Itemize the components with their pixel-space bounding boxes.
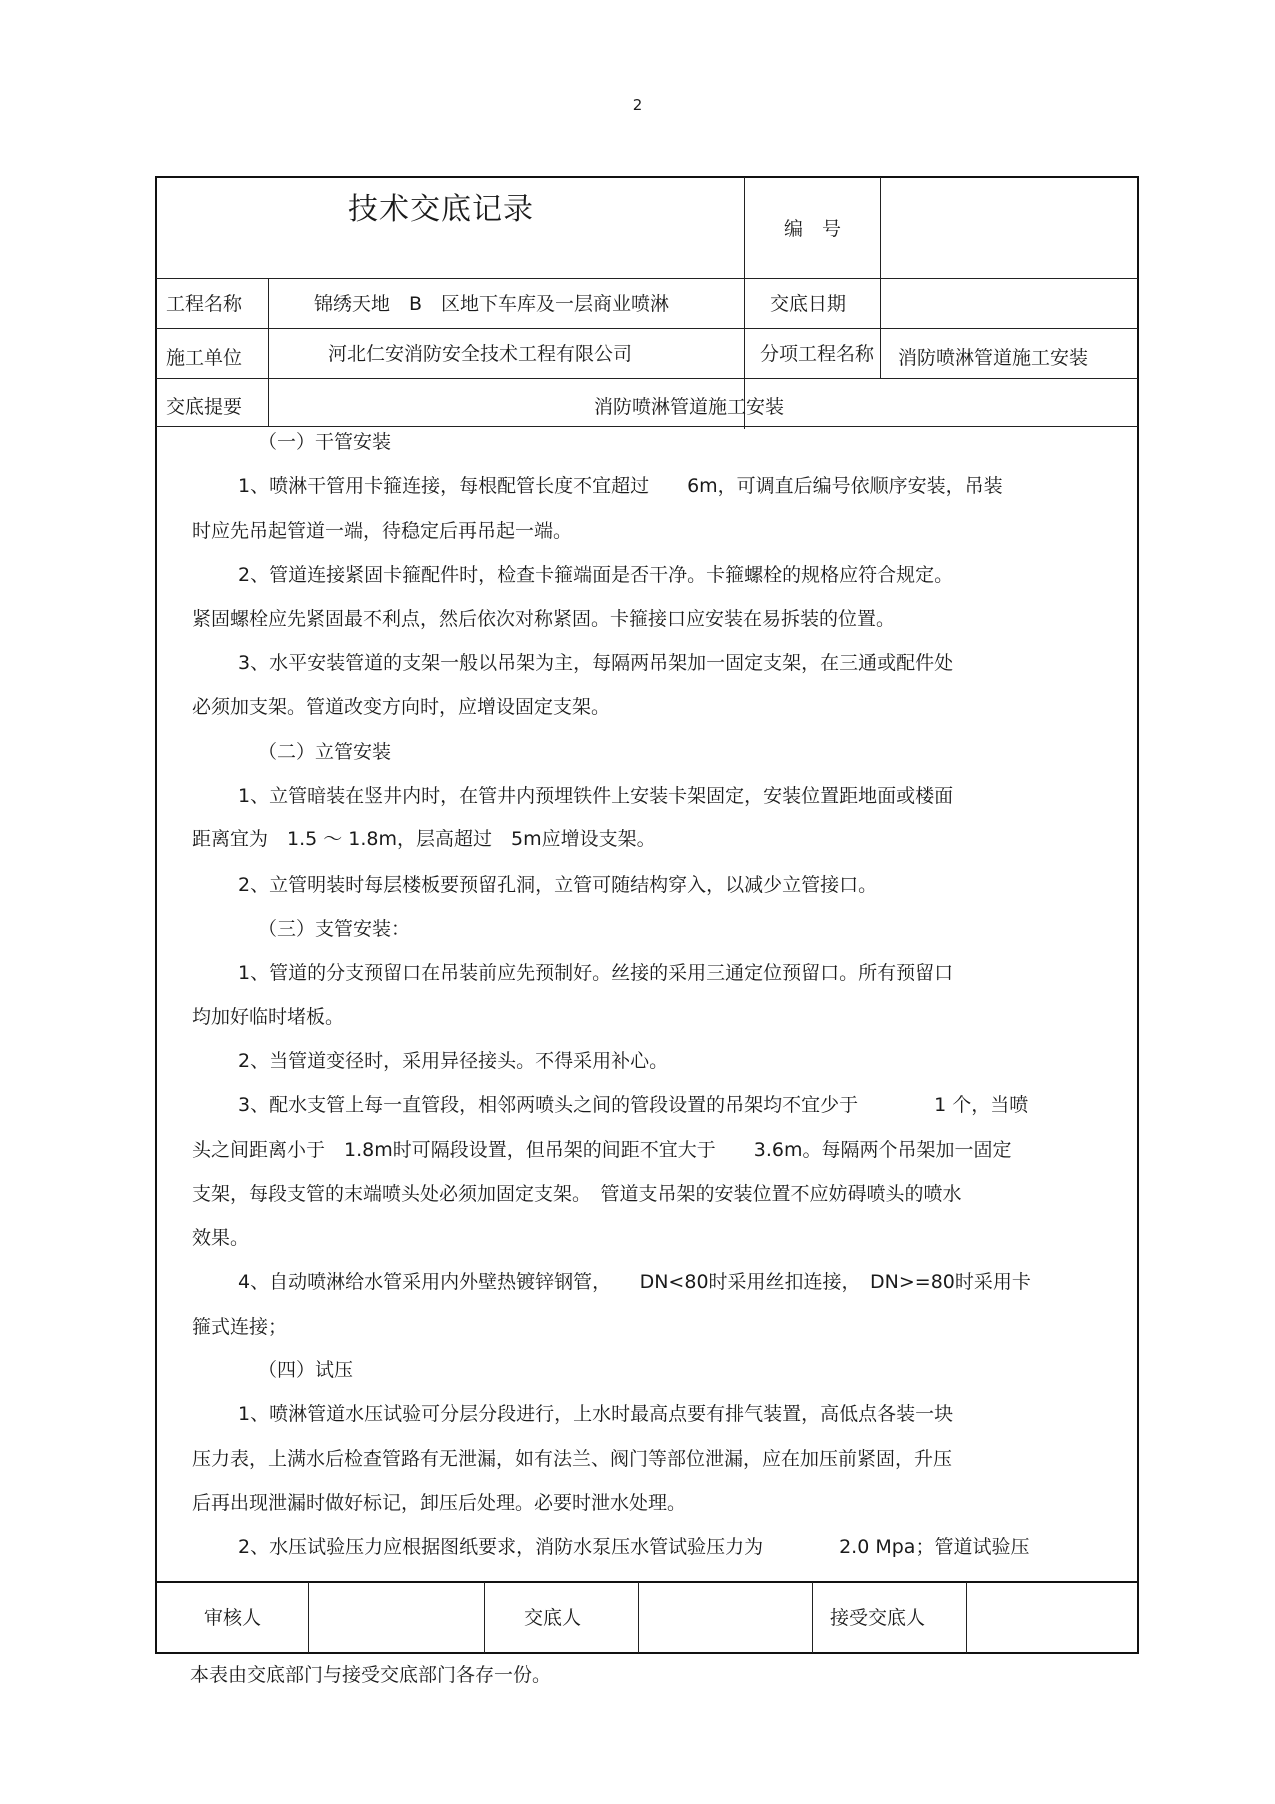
body-line: 时应先吊起管道一端，待稳定后再吊起一端。 (192, 520, 573, 542)
body-line: 3、水平安装管道的支架一般以吊架为主，每隔两吊架加一固定支架，在三通或配件处 (238, 652, 954, 674)
body-line: 2、立管明装时每层楼板要预留孔洞，立管可随结构穿入，以减少立管接口。 (238, 874, 878, 896)
project-name-value: 锦绣天地 B 区地下车库及一层商业喷淋 (314, 293, 670, 315)
col-divider (744, 177, 745, 429)
row-divider (156, 378, 1138, 379)
col-divider (966, 1582, 967, 1653)
body-line: 2、水压试验压力应根据图纸要求，消防水泵压水管试验压力为 2.0 Mpa；管道试验压 (238, 1536, 1030, 1558)
section-heading: （三）支管安装： (258, 918, 411, 940)
disclosure-date-label: 交底日期 (770, 293, 847, 315)
body-line: 1、喷淋管道水压试验可分层分段进行，上水时最高点要有排气装置，高低点各装一块 (238, 1403, 954, 1425)
sub-project-value: 消防喷淋管道施工安装 (898, 347, 1089, 369)
code-label: 编 号 (784, 218, 842, 240)
body-line: 后再出现泄漏时做好标记，卸压后处理。必要时泄水处理。 (192, 1492, 687, 1514)
row-divider (156, 278, 1138, 279)
section-heading: （一）干管安装 (258, 431, 392, 453)
footer-note: 本表由交底部门与接受交底部门各存一份。 (190, 1664, 552, 1686)
col-divider (484, 1582, 485, 1653)
section-heading: （二）立管安装 (258, 741, 392, 763)
col-divider (308, 1582, 309, 1653)
body-line: 头之间距离小于 1.8m时可隔段设置，但吊架的间距不宜大于 3.6m。每隔两个吊架加一固定 (192, 1139, 1012, 1161)
discloser-label: 交底人 (524, 1607, 582, 1629)
page-number: 2 (632, 96, 643, 114)
body-line: 1、立管暗装在竖井内时，在管井内预埋铁件上安装卡架固定，安装位置距地面或楼面 (238, 785, 954, 807)
project-name-label: 工程名称 (166, 293, 243, 315)
summary-label: 交底提要 (166, 396, 243, 418)
body-line: 压力表，上满水后检查管路有无泄漏，如有法兰、阀门等部位泄漏，应在加压前紧固，升压 (192, 1448, 953, 1470)
section-heading: （四）试压 (258, 1359, 354, 1381)
body-line: 2、管道连接紧固卡箍配件时，检查卡箍端面是否干净。卡箍螺栓的规格应符合规定。 (238, 564, 954, 586)
col-divider (268, 279, 269, 427)
body-line: 紧固螺栓应先紧固最不利点，然后依次对称紧固。卡箍接口应安装在易拆装的位置。 (192, 608, 896, 630)
col-divider (880, 177, 881, 379)
receiver-label: 接受交底人 (830, 1607, 926, 1629)
construction-unit-value: 河北仁安消防安全技术工程有限公司 (328, 343, 633, 365)
body-line: 均加好临时堵板。 (192, 1006, 345, 1028)
body-line: 支架，每段支管的末端喷头处必须加固定支架。 管道支吊架的安装位置不应妨碍喷头的喷水 (192, 1183, 962, 1205)
row-divider (156, 328, 1138, 329)
body-line: 2、当管道变径时，采用异径接头。不得采用补心。 (238, 1050, 669, 1072)
body-line: 4、自动喷淋给水管采用内外壁热镀锌钢管， DN<80时采用丝扣连接， DN>=80时采用卡 (238, 1271, 1031, 1293)
sub-project-label: 分项工程名称 (760, 343, 875, 365)
row-divider (156, 1581, 1138, 1583)
body-line: 必须加支架。管道改变方向时，应增设固定支架。 (192, 696, 611, 718)
construction-unit-label: 施工单位 (166, 347, 243, 369)
body-line: 效果。 (192, 1227, 250, 1249)
body-line: 1、喷淋干管用卡箍连接，每根配管长度不宜超过 6m，可调直后编号依顺序安装，吊装 (238, 475, 1003, 497)
col-divider (638, 1582, 639, 1653)
summary-value: 消防喷淋管道施工安装 (594, 396, 785, 418)
body-line: 3、配水支管上每一直管段，相邻两喷头之间的管段设置的吊架均不宜少于 1 个，当喷 (238, 1094, 1029, 1116)
row-divider (156, 426, 1138, 427)
reviewer-label: 审核人 (204, 1607, 262, 1629)
col-divider (812, 1582, 813, 1653)
body-line: 距离宜为 1.5 ～ 1.8m，层高超过 5m应增设支架。 (192, 828, 656, 850)
body-line: 1、管道的分支预留口在吊装前应先预制好。丝接的采用三通定位预留口。所有预留口 (238, 962, 954, 984)
document-title: 技术交底记录 (348, 192, 534, 227)
body-line: 箍式连接； (192, 1316, 288, 1338)
